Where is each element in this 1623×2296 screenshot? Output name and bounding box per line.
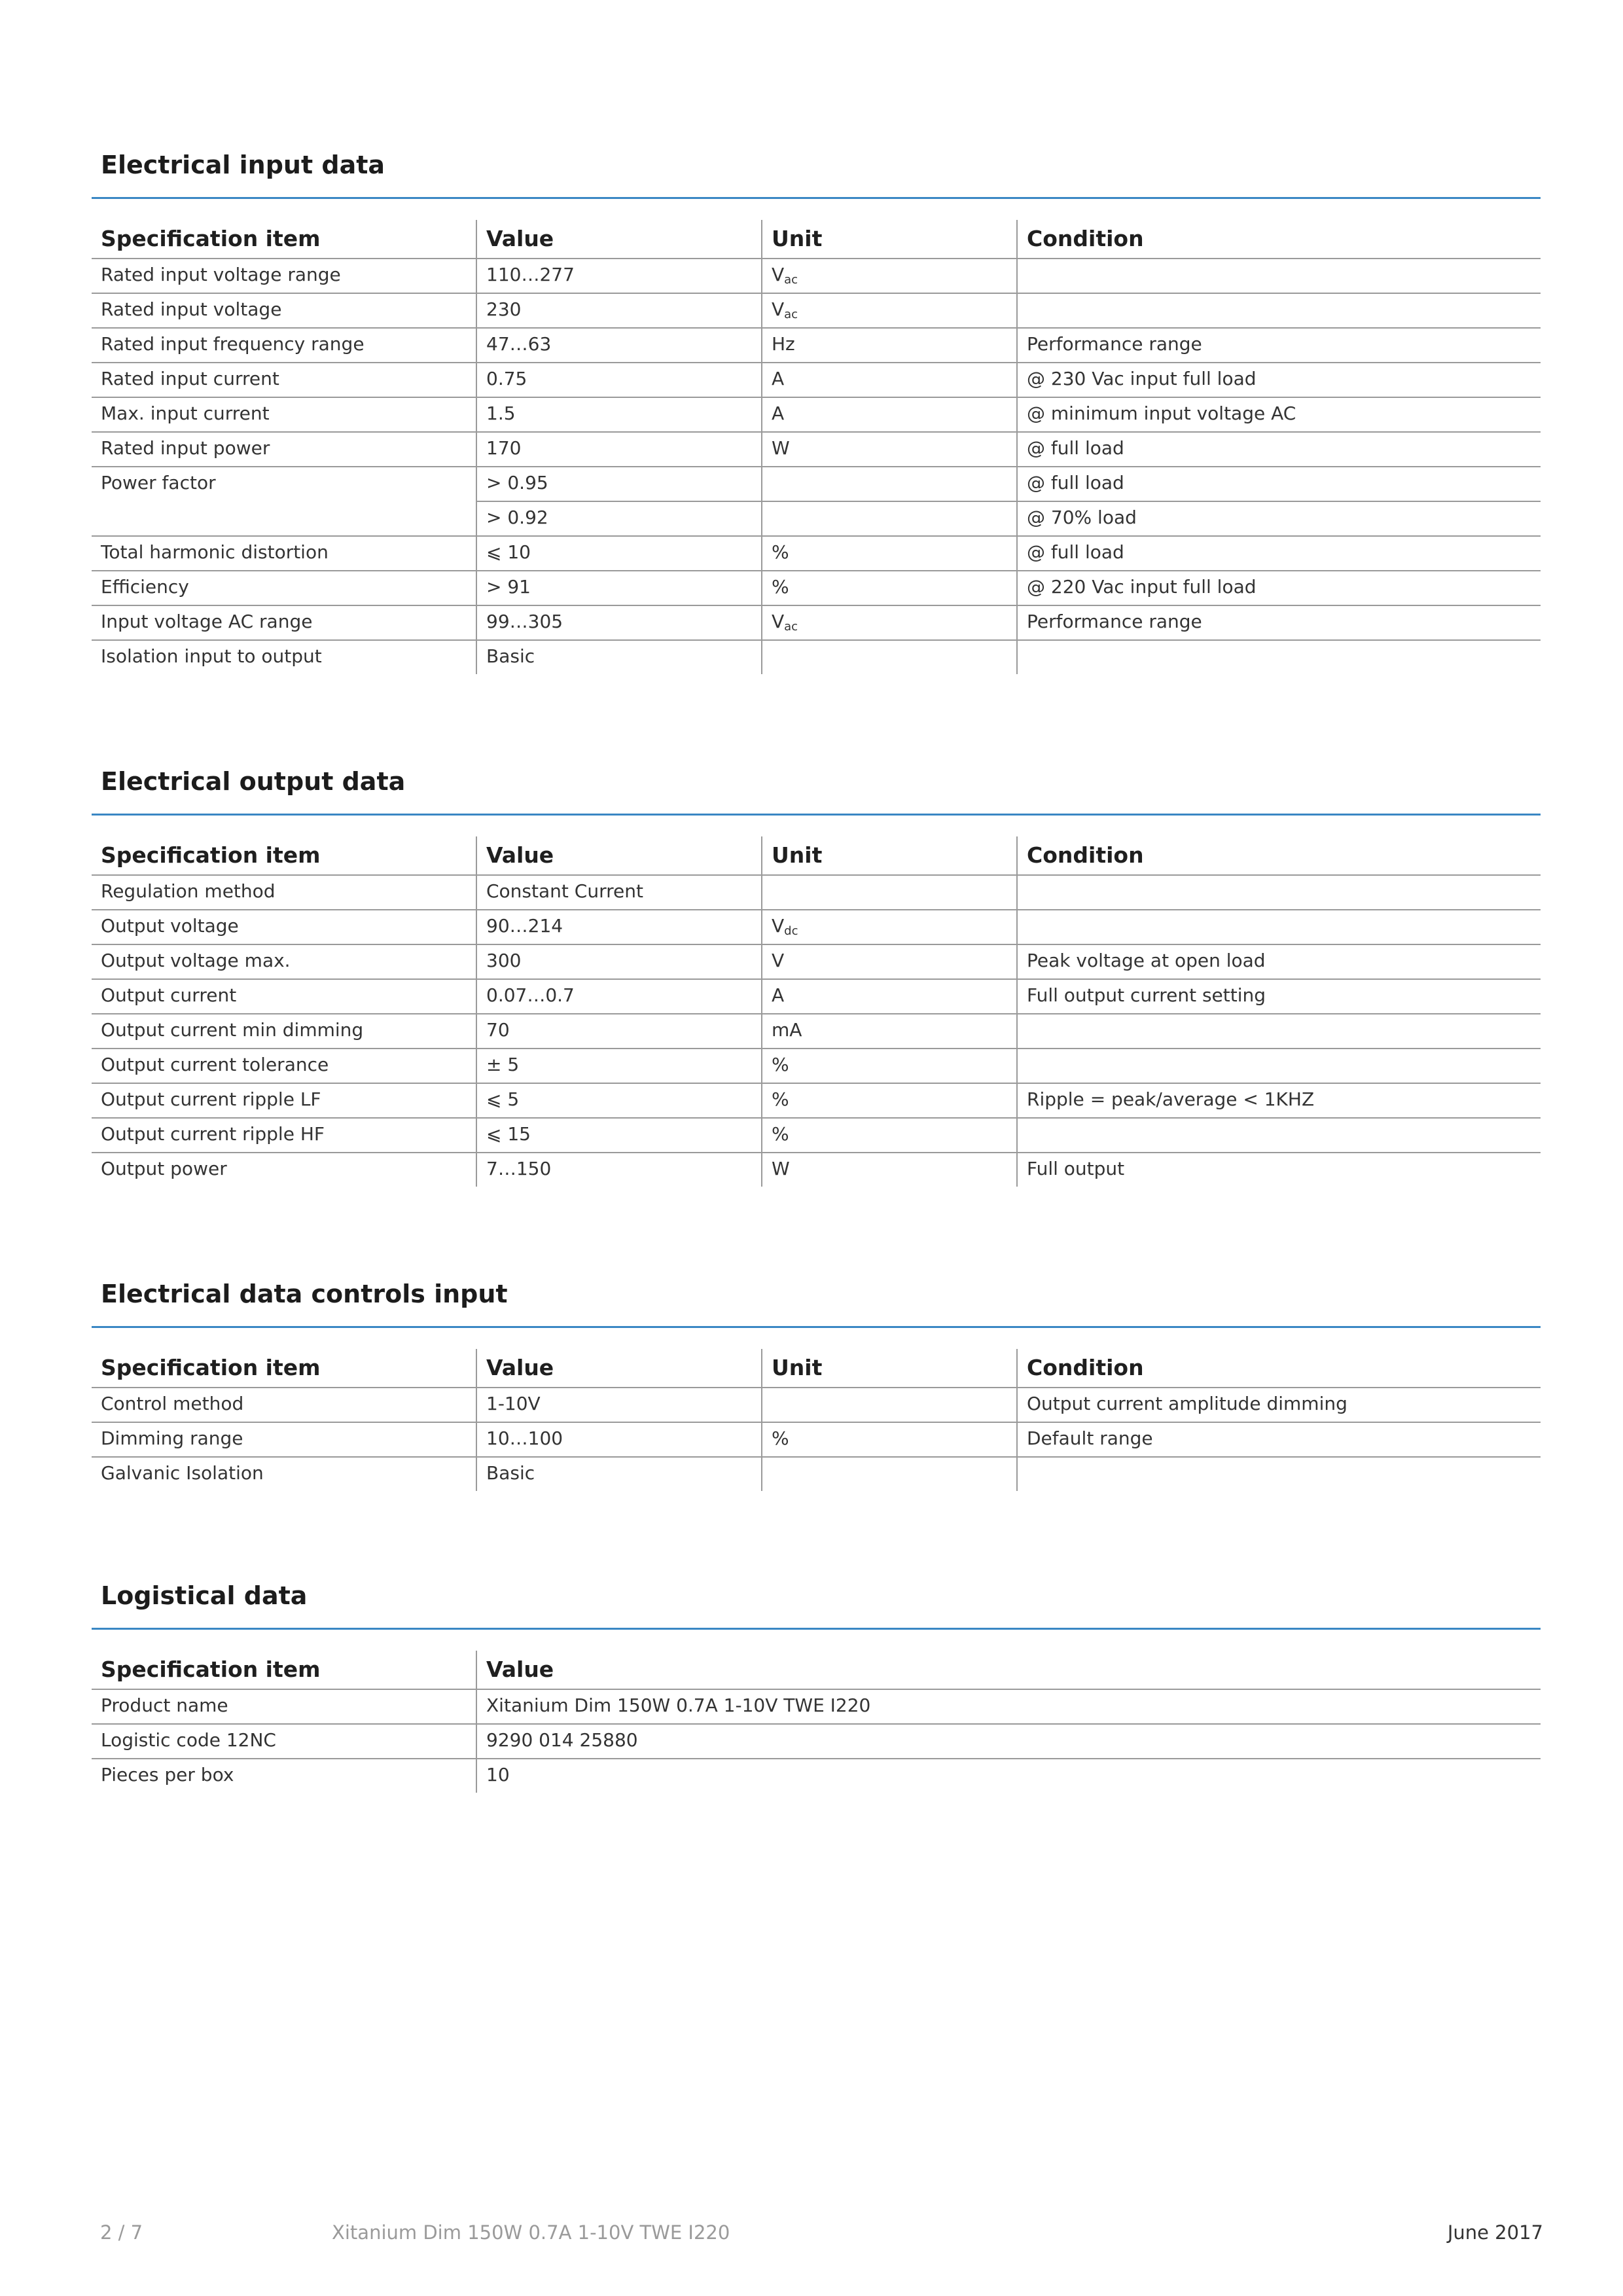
cell-value: Xitanium Dim 150W 0.7A 1-10V TWE I220: [476, 1689, 1541, 1724]
cell-condition: @ 230 Vac input full load: [1017, 363, 1541, 397]
section-title: Electrical output data: [101, 767, 406, 796]
cell-value: 1.5: [476, 397, 762, 432]
header-value: Value: [476, 1349, 762, 1388]
cell-unit: [762, 432, 1017, 467]
unit-base: A: [772, 984, 785, 1006]
footer-product-name: Xitanium Dim 150W 0.7A 1-10V TWE I220: [332, 2221, 730, 2244]
header-unit: Unit: [762, 836, 1017, 875]
header-condition: Condition: [1017, 836, 1541, 875]
cell-value: > 0.95: [476, 467, 762, 501]
table-row: [92, 397, 1541, 432]
header-value: Value: [476, 836, 762, 875]
header-spec-item: Specification item: [92, 1349, 476, 1388]
section-rule: [92, 814, 1541, 816]
cell-unit: [762, 875, 1017, 910]
cell-item: Output current ripple LF: [92, 1083, 476, 1118]
cell-condition: Full output: [1017, 1153, 1541, 1187]
cell-condition: Performance range: [1017, 605, 1541, 640]
cell-item: Galvanic Isolation: [101, 1462, 264, 1484]
table-row: [92, 1388, 1541, 1422]
cell-unit: [762, 501, 1017, 536]
spec-table: [92, 1651, 1541, 1793]
cell-item: Output current min dimming: [92, 1014, 476, 1049]
cell-item: Output power: [101, 1158, 227, 1179]
header-value: Value: [476, 220, 762, 259]
cell-value: 7…150: [476, 1153, 762, 1187]
table-row: [92, 605, 1541, 640]
cell-condition: Peak voltage at open load: [1017, 944, 1541, 979]
cell-item: Isolation input to output: [101, 645, 322, 667]
cell-unit: [762, 1014, 1017, 1049]
unit-sub: ac: [784, 273, 798, 287]
unit-base: %: [772, 1054, 789, 1075]
table-row: [92, 944, 1541, 979]
cell-condition: [1017, 640, 1541, 674]
cell-unit: [762, 259, 1017, 293]
cell-value: 230: [476, 293, 762, 328]
table-row: [92, 910, 1541, 944]
cell-item: Max. input current: [92, 397, 476, 432]
cell-unit: [762, 1049, 1017, 1083]
table-row: [92, 875, 1541, 910]
cell-unit: [762, 910, 1017, 944]
cell-item: Output current: [92, 979, 476, 1014]
cell-unit: [762, 467, 1017, 501]
cell-unit: [762, 293, 1017, 328]
cell-item: Dimming range: [92, 1422, 476, 1457]
cell-condition: [1017, 1118, 1541, 1153]
cell-condition: @ full load: [1017, 432, 1541, 467]
unit-base: W: [772, 1158, 790, 1179]
unit-base: V: [772, 915, 785, 937]
cell-item: Input voltage AC range: [92, 605, 476, 640]
cell-unit: [762, 640, 1017, 674]
cell-item: [92, 501, 476, 536]
section-title: Electrical data controls input: [101, 1280, 508, 1308]
cell-unit: [762, 1388, 1017, 1422]
cell-value: 0.75: [476, 363, 762, 397]
cell-value: > 91: [476, 571, 762, 605]
cell-value: 70: [476, 1014, 762, 1049]
section-title: Logistical data: [101, 1581, 308, 1610]
cell-unit: [762, 1118, 1017, 1153]
unit-sub: ac: [784, 620, 798, 634]
cell-condition: Full output current setting: [1017, 979, 1541, 1014]
table-row: [92, 1014, 1541, 1049]
table-row: [92, 328, 1541, 363]
header-spec-item: Specification item: [92, 836, 476, 875]
section-rule: [92, 1326, 1541, 1328]
footer-page-number: 2 / 7: [100, 2221, 143, 2244]
cell-unit: [762, 1153, 1017, 1187]
unit-base: V: [772, 950, 785, 971]
table-header-row: [92, 836, 1541, 875]
section-rule: [92, 197, 1541, 199]
cell-unit: [762, 1457, 1017, 1491]
cell-item: Efficiency: [92, 571, 476, 605]
table-header-row: [92, 1651, 1541, 1689]
cell-condition: [1017, 293, 1541, 328]
cell-value: ⩽ 5: [476, 1083, 762, 1118]
cell-condition: @ full load: [1017, 536, 1541, 571]
unit-base: A: [772, 403, 785, 424]
cell-item: Rated input voltage range: [92, 259, 476, 293]
cell-condition: [1017, 910, 1541, 944]
table-row: [92, 363, 1541, 397]
table-row: [92, 1422, 1541, 1457]
table-header-row: [92, 1349, 1541, 1388]
table-row: [92, 571, 1541, 605]
cell-condition: [1017, 259, 1541, 293]
cell-unit: [762, 397, 1017, 432]
spec-table: [92, 836, 1541, 1187]
table-row: [92, 1759, 1541, 1793]
cell-value: 9290 014 25880: [476, 1724, 1541, 1759]
cell-condition: @ minimum input voltage AC: [1017, 397, 1541, 432]
footer-date: June 2017: [1447, 2221, 1543, 2244]
cell-item: Regulation method: [92, 875, 476, 910]
section-title: Electrical input data: [101, 151, 385, 179]
cell-condition: Ripple = peak/average < 1KHZ: [1017, 1083, 1541, 1118]
cell-unit: [762, 944, 1017, 979]
table-row: [92, 1083, 1541, 1118]
cell-value: 10…100: [476, 1422, 762, 1457]
cell-value: Constant Current: [476, 875, 762, 910]
unit-base: W: [772, 437, 790, 459]
table-row: [92, 979, 1541, 1014]
table-header-row: [92, 220, 1541, 259]
header-unit: Unit: [762, 220, 1017, 259]
table-row: [92, 259, 1541, 293]
cell-value: 1-10V: [476, 1388, 762, 1422]
cell-item: Output current tolerance: [92, 1049, 476, 1083]
table-row: [92, 1153, 1541, 1187]
table-row: [92, 536, 1541, 571]
cell-item: Control method: [92, 1388, 476, 1422]
unit-base: %: [772, 1088, 789, 1110]
table-row: [92, 640, 1541, 674]
cell-condition: Default range: [1017, 1422, 1541, 1457]
cell-item: Logistic code 12NC: [92, 1724, 476, 1759]
header-condition: Condition: [1017, 220, 1541, 259]
cell-value: 110…277: [476, 259, 762, 293]
unit-base: V: [772, 611, 785, 632]
table-row: [92, 1724, 1541, 1759]
cell-unit: [762, 363, 1017, 397]
table-row: [92, 1049, 1541, 1083]
cell-condition: @ full load: [1017, 467, 1541, 501]
cell-value: 10: [476, 1759, 1541, 1793]
cell-value: 0.07…0.7: [476, 979, 762, 1014]
cell-value: 47…63: [476, 328, 762, 363]
cell-value: 99…305: [476, 605, 762, 640]
cell-condition: @ 220 Vac input full load: [1017, 571, 1541, 605]
cell-condition: [1017, 1049, 1541, 1083]
cell-unit: [762, 571, 1017, 605]
cell-unit: [762, 1083, 1017, 1118]
header-unit: Unit: [762, 1349, 1017, 1388]
table-row: [92, 1689, 1541, 1724]
cell-condition: [1017, 1014, 1541, 1049]
unit-base: mA: [772, 1019, 802, 1041]
cell-value: Basic: [476, 1457, 762, 1491]
cell-value: 300: [476, 944, 762, 979]
cell-condition: @ 70% load: [1017, 501, 1541, 536]
unit-base: V: [772, 264, 785, 285]
cell-value: Basic: [476, 640, 762, 674]
table-row: [92, 293, 1541, 328]
header-spec-item: Specification item: [92, 1651, 476, 1689]
cell-value: ⩽ 15: [476, 1118, 762, 1153]
unit-sub: ac: [784, 308, 798, 321]
unit-base: %: [772, 576, 789, 598]
cell-unit: [762, 1422, 1017, 1457]
cell-unit: [762, 979, 1017, 1014]
unit-base: %: [772, 1123, 789, 1145]
cell-value: 170: [476, 432, 762, 467]
table-row: [92, 432, 1541, 467]
cell-value: > 0.92: [476, 501, 762, 536]
section-rule: [92, 1628, 1541, 1630]
unit-base: Hz: [772, 333, 795, 355]
cell-unit: [762, 328, 1017, 363]
unit-base: A: [772, 368, 785, 389]
cell-item: Output voltage: [92, 910, 476, 944]
table-row: [92, 501, 1541, 536]
cell-item: Pieces per box: [101, 1764, 234, 1785]
spec-table: [92, 220, 1541, 674]
table-row: [92, 467, 1541, 501]
header-spec-item: Specification item: [92, 220, 476, 259]
unit-base: %: [772, 1427, 789, 1449]
cell-value: 90…214: [476, 910, 762, 944]
cell-condition: Output current amplitude dimming: [1017, 1388, 1541, 1422]
spec-table: [92, 1349, 1541, 1491]
cell-unit: [762, 536, 1017, 571]
table-row: [92, 1457, 1541, 1491]
cell-item: Product name: [92, 1689, 476, 1724]
unit-base: %: [772, 541, 789, 563]
cell-item: Power factor: [101, 472, 216, 493]
cell-item: Total harmonic distortion: [92, 536, 476, 571]
cell-item: Rated input frequency range: [92, 328, 476, 363]
table-row: [92, 1118, 1541, 1153]
cell-condition: Performance range: [1017, 328, 1541, 363]
cell-item: Rated input power: [92, 432, 476, 467]
cell-condition: [1017, 875, 1541, 910]
unit-sub: dc: [784, 924, 798, 938]
cell-value: ± 5: [476, 1049, 762, 1083]
cell-unit: [762, 605, 1017, 640]
unit-base: V: [772, 298, 785, 320]
cell-value: ⩽ 10: [476, 536, 762, 571]
cell-item: Output voltage max.: [92, 944, 476, 979]
cell-item: Rated input current: [92, 363, 476, 397]
cell-item: Rated input voltage: [92, 293, 476, 328]
cell-condition: [1017, 1457, 1541, 1491]
header-condition: Condition: [1017, 1349, 1541, 1388]
header-value: Value: [476, 1651, 1541, 1689]
cell-item: Output current ripple HF: [92, 1118, 476, 1153]
